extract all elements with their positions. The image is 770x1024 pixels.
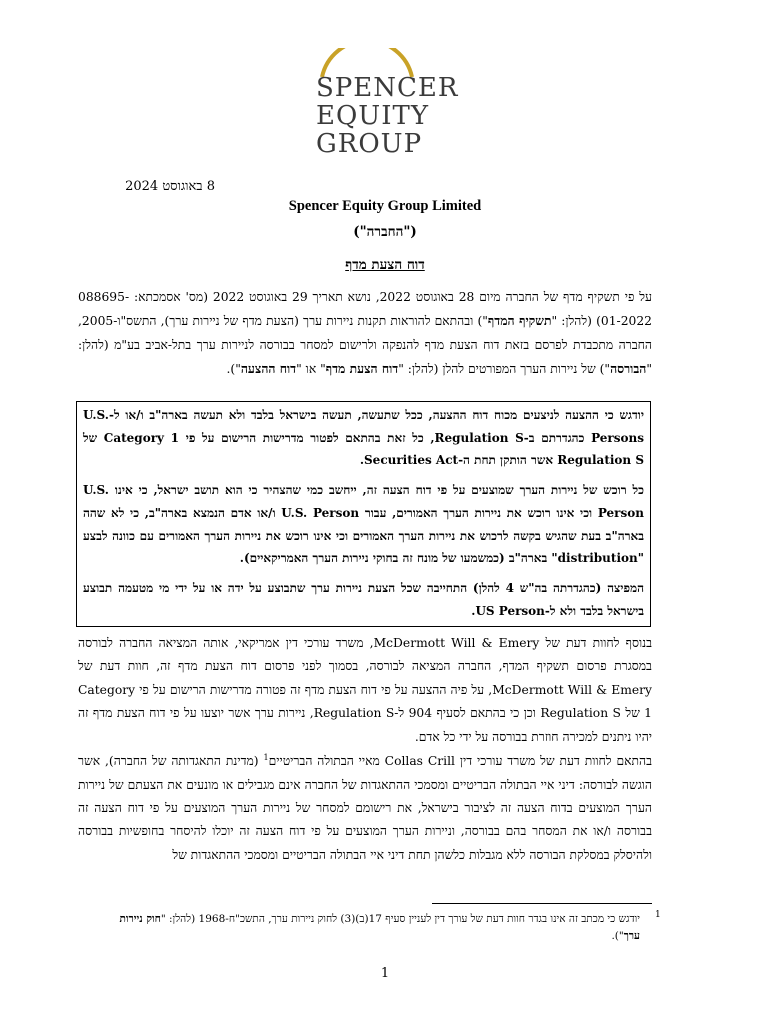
- notice-paragraph-3: המפיצה (כהגדרתה בה"ש 4 להלן) התחייבה שכל הצעת ניירות ערך שתבוצע על ידה או על ידי מי מטעמה תבוצע בישראל בלבד ולא ל-US Person.: [83, 580, 644, 618]
- document-date: 8 באוגוסט 2024: [125, 179, 215, 194]
- company-alias: ("החברה"): [353, 224, 417, 240]
- legal-opinion-paragraph: בנוסף לחוות דעת של McDermott Will & Emery, משרד עורכי דין אמריקאי, אותה המציאה החברה לבורסה במסגרת פרסום תשקיף המדף, החברה המציאה לבורסה, בסמוך לפני פרסום דוח הצעת מדף זה, חוות דעת של McDermott Will & Emery, על פיה ההצעה על פי דוח הצעת מדף זה פטורה מדרישות הרישום על פי Category 1 של Regulation S וכן כי בהתאם לסעיף 904 ל-Regulation S, ניירות ערך אשר יוצעו על פי דוח הצעת מדף זה יהיו ניתנים למכירה חוזרת בבורסה על ידי כל אדם.: [78, 636, 653, 744]
- notice-box: [76, 401, 651, 627]
- logo-line-2: EQUITY: [316, 101, 429, 131]
- spencer-equity-group-logo: [308, 48, 459, 159]
- document-title: דוח הצעת מדף: [345, 257, 425, 273]
- notice-paragraph-2: כל רוכש של ניירות הערך שמוצעים על פי דוח הצעה זה, ייחשב כמי שהצהיר כי הוא תושב ישראל, כי אינו U.S. Person וכי אינו רוכש את ניירות הערך האמורים, עבור U.S. Person ו/או אדם הנמצא בארה"ב, כי לא שהה בארה"ב בעת שהגיש בקשה לרכוש את ניירות הערך האמורים וכי אינו רוכש את ניירות הערך האמורים עם כוונה לבצע "distribution" בארה"ב (כמשמעו של מונח זה בחוקי ניירות הערך האמריקאיים).: [83, 483, 644, 566]
- footnote-divider: [432, 903, 652, 904]
- notice-paragraph-1: יודגש כי ההצעה לניצעים מכוח דוח ההצעה, ככל שתעשה, תעשה בישראל בלבד ולא תעשה בארה"ב ו/או ל-U.S. Persons כהגדרתם ב-Regulation S, כל זאת בהתאם לפטור מדרישות הרישום על פי Category 1 של Regulation S אשר הותקן תחת ה-Securities Act.: [83, 408, 644, 468]
- logo-line-1: SPENCER: [316, 73, 459, 103]
- logo-line-3: GROUP: [316, 129, 423, 159]
- footnote-number: 1: [655, 910, 661, 920]
- page-number: 1: [380, 966, 390, 981]
- company-name: Spencer Equity Group Limited: [288, 198, 482, 214]
- footnote-reference[interactable]: 1: [263, 753, 269, 762]
- footnote-text: יודגש כי מכתב זה אינו בגדר חוות דעת של עורך דין לעניין סעיף 17(ב)(3) לחוק ניירות ערך, התשכ"ח-1968 (להלן: "חוק ניירות ערך").: [119, 913, 640, 942]
- bvi-opinion-paragraph: בהתאם לחוות דעת של משרד עורכי דין Collas Crill מאיי הבתולה הבריטיים$^1$ (מדינת התאגדותה של החברה), אשר הוגשה לבורסה: דיני איי הבתולה הבריטיים ומסמכי ההתאגדות של החברה אינם מגבילים או מונעים את הצעתם של ניירות הערך המוצעים בדוח הצעה זה לציבור בישראל, את רישומם למסחר של ניירות הערך המוצעים על פי דוח הצעה זה בבורסה ו/או את המסחר בהם בבורסה, וניירות הערך המוצעים על פי דוח הצעה זה יוכלו להיסחר בחופשיות בבורסה ולהיסלק במסלקת הבורסה ללא מגבלות כלשהן תחת דיני איי הבתולה הבריטיים ומסמכי ההתאגדות של: [78, 753, 652, 862]
- intro-paragraph: על פי תשקיף מדף של החברה מיום 28 באוגוסט 2022, נושא תאריך 29 באוגוסט 2022 (מס' אסמכתא: 088695-01-2022) (להלן: "תשקיף המדף") ובהתאם להוראות תקנות ניירות ערך (הצעת מדף של ניירות ערך), התשס"ו-2005, החברה מתכבדת לפרסם בזאת דוח הצעת מדף להנפקה ולרישום למסחר בבורסה לניירות ערך בתל-אביב בע"מ (להלן: "הבורסה") של ניירות הערך המפורטים להלן (להלן: "דוח הצעת מדף" או "דוח ההצעה").: [78, 290, 652, 377]
